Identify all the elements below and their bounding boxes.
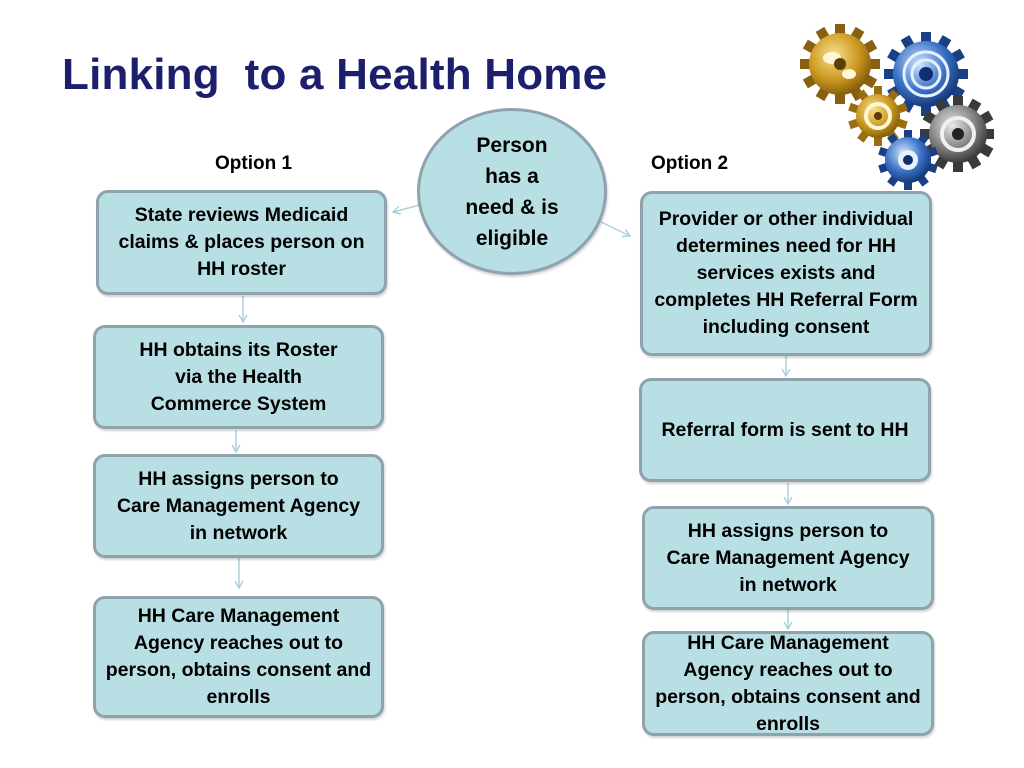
option2-step-1-text: Provider or other individual determines need for HH services exists and completes HH Referral Form including consent	[654, 208, 918, 338]
option1-step-4	[93, 596, 384, 718]
option1-step-1-text: State reviews Medicaid claims & places person on HH roster	[118, 204, 365, 280]
option2-label: Option 2	[651, 153, 729, 174]
option2-step-2	[639, 378, 931, 482]
arrow-start-to-option1	[393, 205, 420, 212]
gray-gear-icon	[920, 96, 994, 172]
gold-gear-icon	[800, 24, 880, 104]
option2-step-3	[642, 506, 934, 610]
option2-step-1	[640, 191, 932, 356]
option1-step-3	[93, 454, 384, 558]
option1-label: Option 1	[215, 153, 293, 174]
slide-title: Linking to a Health Home	[62, 50, 608, 99]
option1-step-2	[93, 325, 384, 429]
start-node	[417, 108, 607, 275]
option1-step-4-text: HH Care Management Agency reaches out to person, obtains consent and enrolls	[105, 605, 372, 708]
start-node-text: Person has a need & is eligible	[465, 133, 559, 250]
option2-step-4-text: HH Care Management Agency reaches out to person, obtains consent and enrolls	[655, 631, 921, 735]
option1-step-3-text: HH assigns person to Care Management Agency in network	[116, 467, 361, 544]
option2-step-4	[642, 631, 934, 736]
arrow-start-to-option2	[601, 222, 630, 236]
option1-step-1	[96, 190, 387, 295]
gears-cluster-icon	[798, 22, 994, 192]
option1-step-2-text: HH obtains its Roster via the Health Commerce System	[139, 338, 338, 415]
option2-step-2-text: Referral form is sent to HH	[661, 418, 909, 441]
option2-step-3-text: HH assigns person to Care Management Agency in network	[666, 519, 910, 596]
